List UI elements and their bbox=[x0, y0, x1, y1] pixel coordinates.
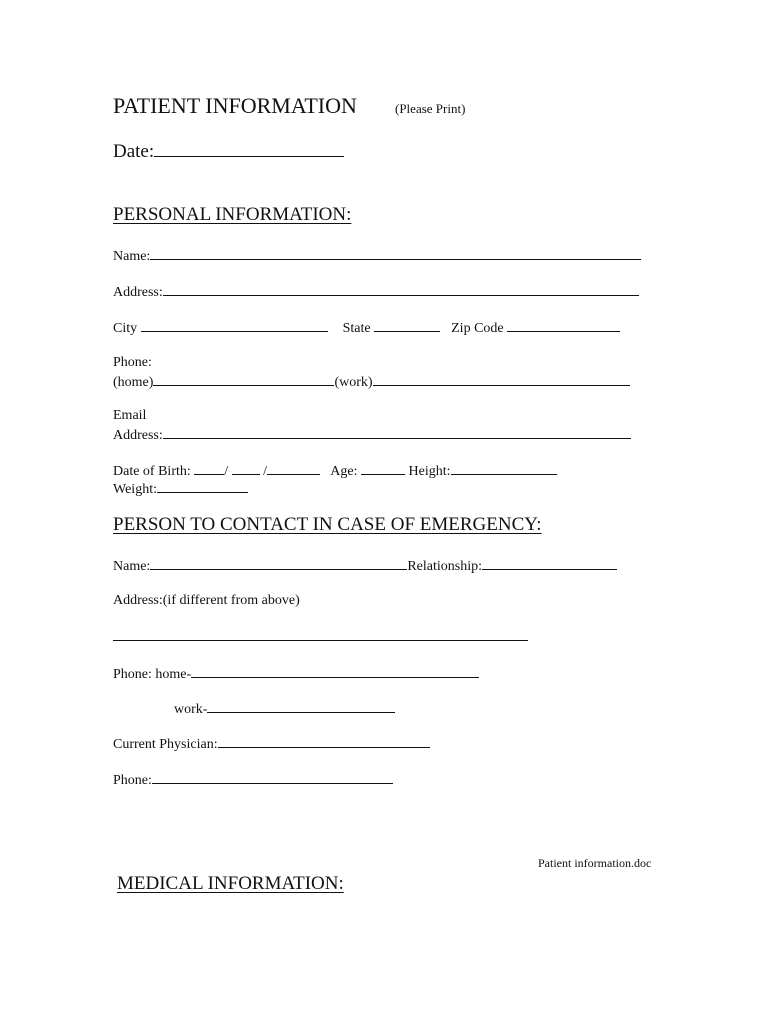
physician-label: Current Physician: bbox=[113, 737, 218, 752]
dob-separator: / bbox=[263, 464, 268, 479]
relationship-label: Relationship: bbox=[407, 559, 482, 574]
weight-label: Weight: bbox=[113, 482, 157, 497]
emergency-home-phone-label: Phone: home- bbox=[113, 667, 192, 682]
address-label: Address: bbox=[113, 285, 163, 300]
email-blank[interactable] bbox=[163, 425, 631, 439]
email-address-label: Address: bbox=[113, 428, 163, 443]
emergency-home-phone-blank[interactable] bbox=[191, 664, 479, 678]
email-label: Email bbox=[113, 408, 147, 423]
relationship-blank[interactable] bbox=[482, 556, 617, 570]
dob-day-blank[interactable] bbox=[232, 461, 260, 475]
work-phone-blank[interactable] bbox=[373, 372, 630, 386]
dob-age-height-row bbox=[113, 461, 557, 481]
personal-information-heading: PERSONAL INFORMATION: bbox=[113, 204, 352, 225]
weight-field bbox=[113, 479, 248, 499]
physician-phone-blank[interactable] bbox=[152, 770, 393, 784]
emergency-work-phone-row bbox=[174, 699, 395, 719]
city-state-zip-row bbox=[113, 318, 620, 338]
age-blank[interactable] bbox=[361, 461, 405, 475]
emergency-address-blank[interactable] bbox=[113, 640, 528, 641]
date-label: Date: bbox=[113, 141, 155, 162]
emergency-name-row bbox=[113, 556, 617, 576]
height-label: Height: bbox=[408, 464, 451, 479]
emergency-name-label: Name: bbox=[113, 559, 151, 574]
physician-blank[interactable] bbox=[218, 734, 430, 748]
email-address-row bbox=[113, 425, 631, 445]
zip-label: Zip Code bbox=[451, 321, 504, 336]
state-label: State bbox=[342, 321, 371, 336]
home-phone-blank[interactable] bbox=[153, 372, 334, 386]
phone-label: Phone: bbox=[113, 355, 152, 370]
date-blank[interactable] bbox=[154, 140, 344, 157]
dob-label: Date of Birth: bbox=[113, 464, 191, 479]
state-blank[interactable] bbox=[374, 318, 440, 332]
emergency-name-blank[interactable] bbox=[150, 556, 407, 570]
medical-information-heading: MEDICAL INFORMATION: bbox=[117, 873, 344, 894]
zip-blank[interactable] bbox=[507, 318, 620, 332]
name-label: Name: bbox=[113, 249, 151, 264]
home-label: (home) bbox=[113, 375, 154, 390]
emergency-work-phone-label: work- bbox=[174, 702, 208, 717]
name-field bbox=[113, 246, 641, 266]
emergency-home-phone-row bbox=[113, 664, 479, 684]
dob-year-blank[interactable] bbox=[267, 461, 320, 475]
address-blank[interactable] bbox=[163, 282, 639, 296]
page-title: PATIENT INFORMATION bbox=[113, 93, 357, 118]
physician-phone-row bbox=[113, 770, 393, 790]
date-field bbox=[113, 140, 344, 163]
emergency-address-label: Address:(if different from above) bbox=[113, 593, 300, 608]
name-blank[interactable] bbox=[150, 246, 641, 260]
dob-separator: / bbox=[224, 464, 229, 479]
physician-row bbox=[113, 734, 430, 754]
phone-row bbox=[113, 372, 630, 392]
emergency-work-phone-blank[interactable] bbox=[207, 699, 395, 713]
please-print-note: (Please Print) bbox=[395, 101, 466, 116]
work-label: (work) bbox=[334, 375, 373, 390]
city-blank[interactable] bbox=[141, 318, 328, 332]
emergency-contact-heading: PERSON TO CONTACT IN CASE OF EMERGENCY: bbox=[113, 514, 542, 535]
weight-blank[interactable] bbox=[157, 479, 248, 493]
age-label: Age: bbox=[330, 464, 358, 479]
dob-month-blank[interactable] bbox=[194, 461, 224, 475]
document-filename: Patient information.doc bbox=[538, 856, 652, 870]
address-field bbox=[113, 282, 639, 302]
city-label: City bbox=[113, 321, 138, 336]
physician-phone-label: Phone: bbox=[113, 773, 152, 788]
height-blank[interactable] bbox=[451, 461, 557, 475]
